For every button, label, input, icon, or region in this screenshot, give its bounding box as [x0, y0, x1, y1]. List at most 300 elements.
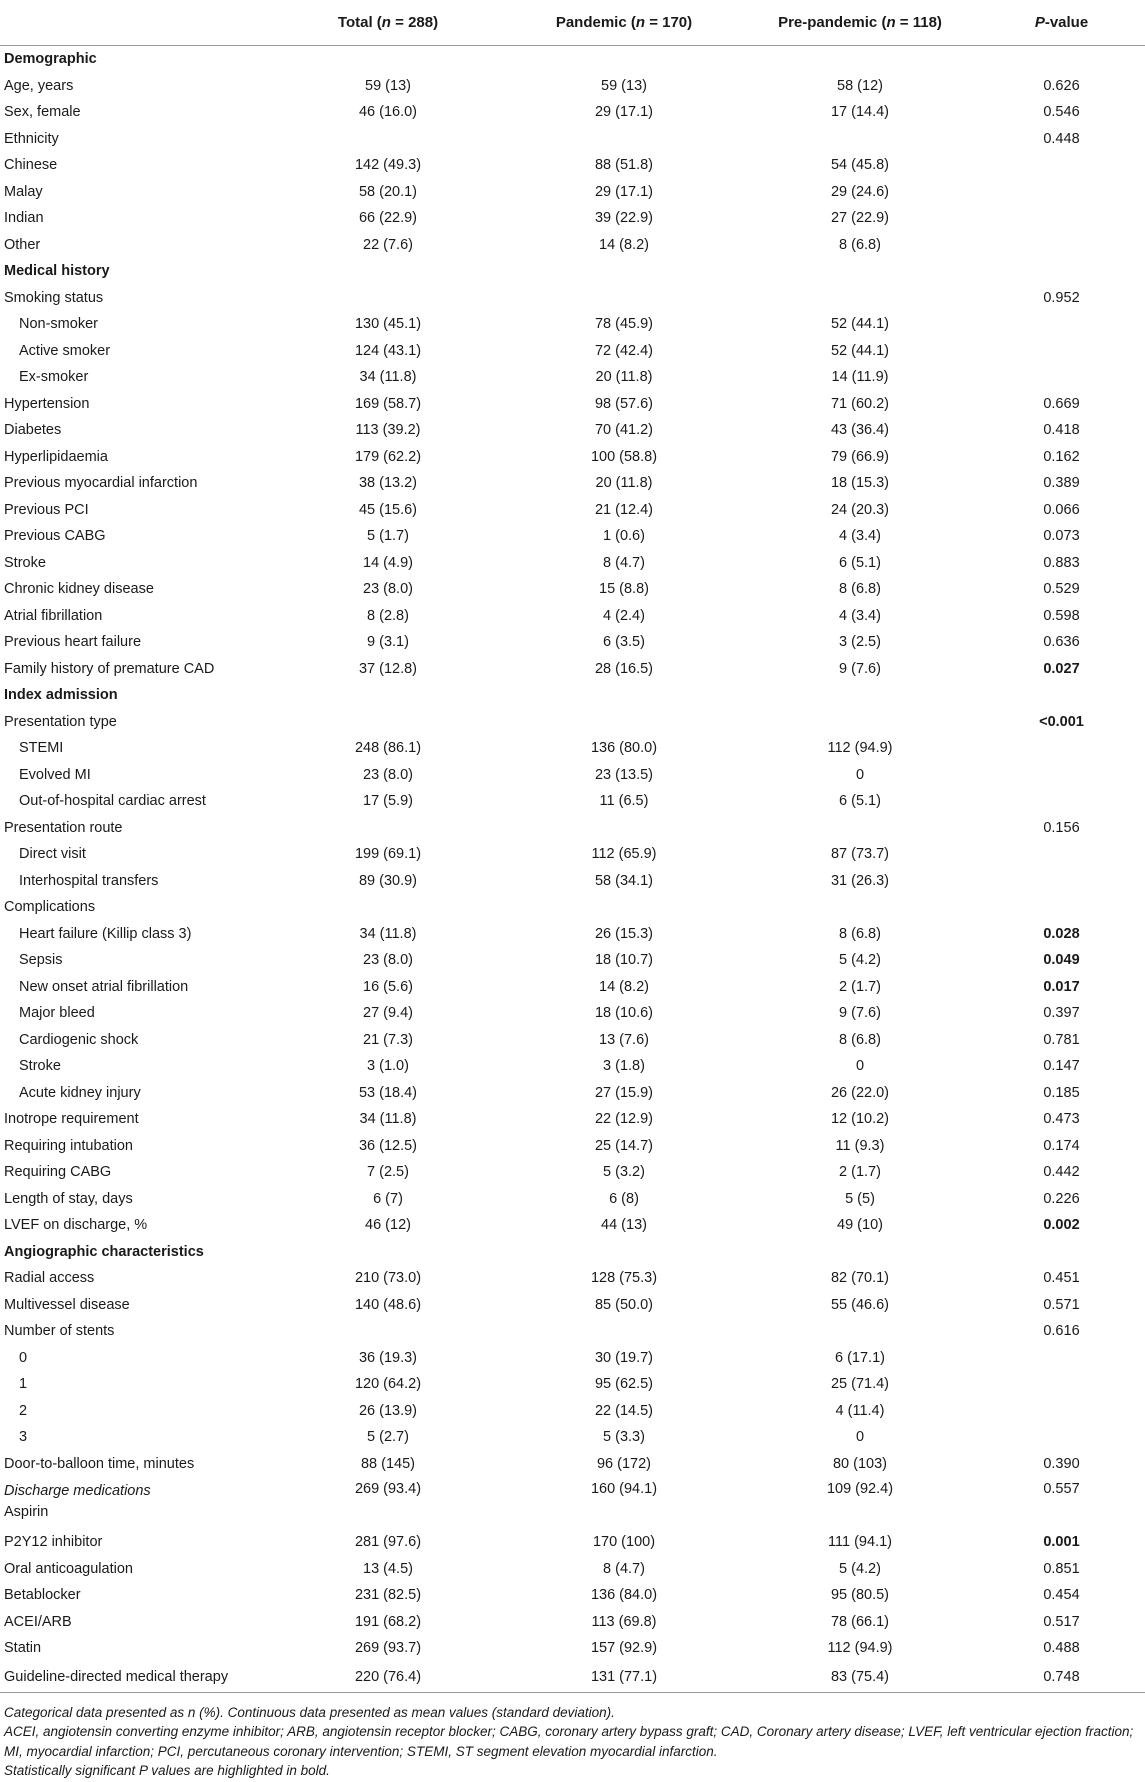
cell-pandemic: 8 (4.7) — [603, 554, 645, 571]
cell-pvalue: 0.557 — [1043, 1481, 1080, 1497]
row-label: Door-to-balloon time, minutes — [4, 1455, 195, 1472]
header-pandemic: Pandemic (n = 170) — [506, 0, 742, 46]
row-label: 1 — [19, 1376, 28, 1393]
table-row — [0, 1477, 1145, 1529]
cell-total — [270, 126, 506, 153]
row-label: Ethnicity — [4, 130, 59, 147]
row-label: P2Y12 inhibitor — [4, 1534, 103, 1551]
cell-pvalue: 0.397 — [1043, 1005, 1080, 1022]
cell-prepandemic — [742, 709, 978, 736]
cell-total: 23 (8.0) — [363, 766, 413, 783]
cell-pvalue: 0.066 — [1043, 501, 1080, 518]
cell-prepandemic: 4 (3.4) — [839, 528, 881, 545]
cell-pvalue: 0.147 — [1043, 1058, 1080, 1075]
row-label: Heart failure (Killip class 3) — [19, 925, 192, 942]
table-row — [0, 841, 1145, 868]
cell-pandemic — [506, 894, 742, 921]
cell-prepandemic: 24 (20.3) — [830, 501, 890, 518]
row-label: Evolved MI — [19, 766, 91, 783]
table-body — [0, 46, 1145, 1693]
cell-pandemic: 128 (75.3) — [590, 1270, 658, 1287]
cell-total: 5 (2.7) — [367, 1429, 409, 1446]
table-row — [0, 73, 1145, 100]
cell-pvalue: 0.529 — [1043, 581, 1080, 598]
cell-prepandemic: 83 (75.4) — [742, 1662, 978, 1693]
cell-pvalue: 0.571 — [1043, 1296, 1080, 1313]
row-label: Active smoker — [19, 342, 111, 359]
cell-prepandemic: 80 (103) — [832, 1455, 887, 1472]
cell-pandemic: 6 (3.5) — [603, 634, 645, 651]
cell-total: 22 (7.6) — [363, 236, 413, 253]
cell-total: 6 (7) — [373, 1190, 403, 1207]
cell-prepandemic: 18 (15.3) — [830, 475, 890, 492]
table-header — [0, 0, 1145, 46]
cell-pandemic: 30 (19.7) — [594, 1349, 654, 1366]
cell-prepandemic — [742, 815, 978, 842]
cell-total: 281 (97.6) — [354, 1534, 422, 1551]
cell-pvalue: 0.748 — [978, 1662, 1145, 1693]
cell-prepandemic: 112 (94.9) — [827, 740, 893, 757]
cell-prepandemic — [742, 126, 978, 153]
cell-prepandemic: 26 (22.0) — [830, 1084, 890, 1101]
cell-total: 199 (69.1) — [354, 846, 422, 863]
cell-prepandemic: 6 (5.1) — [839, 793, 881, 810]
row-label: Smoking status — [4, 289, 104, 306]
cell-pvalue: 0.162 — [1043, 448, 1080, 465]
cell-pandemic: 22 (12.9) — [594, 1111, 654, 1128]
cell-pvalue: 0.781 — [1043, 1031, 1080, 1048]
cell-prepandemic: 54 (45.8) — [830, 157, 890, 174]
row-label: Previous heart failure — [4, 634, 142, 651]
table-row — [0, 99, 1145, 126]
cell-total: 37 (12.8) — [358, 660, 418, 677]
cell-pandemic: 95 (62.5) — [594, 1376, 654, 1393]
table-row — [0, 1106, 1145, 1133]
table-row — [0, 1292, 1145, 1319]
cell-pandemic: 85 (50.0) — [594, 1296, 654, 1313]
row-label: Sex, female — [4, 104, 81, 121]
cell-pvalue — [978, 1398, 1145, 1425]
cell-pvalue: 0.616 — [1043, 1323, 1080, 1340]
cell-pandemic: 25 (14.7) — [594, 1137, 654, 1154]
cell-total: 248 (86.1) — [354, 740, 422, 757]
cell-pvalue: 0.390 — [1043, 1455, 1080, 1472]
cell-pandemic: 15 (8.8) — [599, 581, 649, 598]
cell-total: 34 (11.8) — [359, 925, 417, 942]
table-row — [0, 735, 1145, 762]
row-label: Acute kidney injury — [19, 1084, 141, 1101]
table-row — [0, 1529, 1145, 1556]
cell-pvalue: 0.073 — [1043, 528, 1080, 545]
cell-total: 26 (13.9) — [358, 1402, 418, 1419]
cell-prepandemic: 0 — [855, 1429, 865, 1446]
table-row — [0, 364, 1145, 391]
table-row — [0, 179, 1145, 206]
cell-prepandemic: 49 (10) — [837, 1217, 883, 1234]
row-label: Radial access — [4, 1270, 95, 1287]
cell-pandemic: 14 (8.2) — [599, 978, 649, 995]
cell-total: 179 (62.2) — [354, 448, 422, 465]
cell-total: 66 (22.9) — [358, 210, 418, 227]
cell-pandemic: 14 (8.2) — [599, 236, 649, 253]
cell-prepandemic: 31 (26.3) — [830, 872, 890, 889]
table-row — [0, 550, 1145, 577]
table-row — [0, 1027, 1145, 1054]
table-row — [0, 1212, 1145, 1239]
cell-pvalue: 0.517 — [1043, 1613, 1080, 1630]
row-label: Length of stay, days — [4, 1190, 133, 1207]
cell-prepandemic: 17 (14.4) — [830, 104, 890, 121]
cell-prepandemic: 5 (5) — [845, 1190, 875, 1207]
table-row — [0, 285, 1145, 312]
row-label: Stroke — [4, 554, 46, 571]
table-row — [0, 868, 1145, 895]
cell-pvalue — [978, 735, 1145, 762]
cell-pvalue: 0.418 — [1043, 422, 1080, 439]
cell-total: 140 (48.6) — [354, 1296, 422, 1313]
table-row — [0, 1398, 1145, 1425]
cell-prepandemic: 5 (4.2) — [839, 1560, 881, 1577]
cell-total: 23 (8.0) — [363, 581, 413, 598]
cell-pvalue: 0.451 — [1043, 1270, 1080, 1287]
row-label: 0 — [19, 1349, 28, 1366]
cell-pandemic: 131 (77.1) — [506, 1662, 742, 1693]
cell-pandemic: 21 (12.4) — [594, 501, 654, 518]
cell-prepandemic: 79 (66.9) — [830, 448, 890, 465]
cell-prepandemic: 6 (17.1) — [835, 1349, 885, 1366]
cell-pandemic: 22 (14.5) — [594, 1402, 654, 1419]
row-label: Chronic kidney disease — [4, 581, 154, 598]
cell-total — [270, 285, 506, 312]
table-row — [0, 1080, 1145, 1107]
table-row — [0, 470, 1145, 497]
cell-pandemic: 29 (17.1) — [594, 104, 654, 121]
cell-pvalue: 0.027 — [1043, 660, 1080, 677]
table-row — [0, 815, 1145, 842]
row-label: Number of stents — [4, 1323, 115, 1340]
cell-total: 191 (68.2) — [354, 1613, 422, 1630]
table-row — [0, 523, 1145, 550]
section-heading: Angiographic characteristics — [4, 1243, 204, 1260]
row-label: Interhospital transfers — [19, 872, 159, 889]
cell-prepandemic: 87 (73.7) — [830, 846, 890, 863]
section-heading: Medical history — [4, 263, 110, 280]
cell-prepandemic: 52 (44.1) — [830, 342, 890, 359]
cell-total: 59 (13) — [365, 77, 411, 94]
table-row — [0, 1000, 1145, 1027]
cell-pandemic: 112 (65.9) — [591, 846, 657, 863]
cell-pandemic: 39 (22.9) — [594, 210, 654, 227]
cell-total: 89 (30.9) — [358, 872, 418, 889]
cell-pvalue: 0.448 — [1043, 130, 1080, 147]
table-row — [0, 603, 1145, 630]
group-label: Discharge medications — [4, 1483, 151, 1499]
cell-prepandemic — [742, 894, 978, 921]
cell-pandemic: 4 (2.4) — [603, 607, 645, 624]
row-label: Non-smoker — [19, 316, 98, 333]
table-row — [0, 497, 1145, 524]
cell-pvalue — [978, 205, 1145, 232]
cell-pvalue — [978, 232, 1145, 259]
cell-total: 5 (1.7) — [367, 528, 409, 545]
cell-pvalue: 0.883 — [1043, 554, 1080, 571]
cell-total — [270, 1318, 506, 1345]
cell-total: 9 (3.1) — [367, 634, 409, 651]
row-label: Indian — [4, 210, 44, 227]
section-heading: Demographic — [4, 51, 97, 68]
row-label: Ex-smoker — [19, 369, 89, 386]
cell-prepandemic: 6 (5.1) — [839, 554, 881, 571]
row-label: STEMI — [19, 740, 64, 757]
cell-prepandemic: 95 (80.5) — [830, 1587, 890, 1604]
row-label: Previous myocardial infarction — [4, 475, 198, 492]
cell-prepandemic: 2 (1.7) — [839, 1164, 881, 1181]
cell-pvalue — [978, 1371, 1145, 1398]
row-label: Multivessel disease — [4, 1296, 130, 1313]
table-row — [0, 1662, 1145, 1693]
cell-pvalue: 0.473 — [1043, 1111, 1080, 1128]
row-label: Requiring CABG — [4, 1164, 112, 1181]
cell-total: 3 (1.0) — [367, 1058, 409, 1075]
cell-pandemic — [506, 285, 742, 312]
header-prepandemic: Pre-pandemic (n = 118) — [742, 0, 978, 46]
cell-total: 36 (19.3) — [358, 1349, 418, 1366]
cell-pandemic — [506, 1318, 742, 1345]
cell-pandemic: 29 (17.1) — [594, 183, 654, 200]
cell-pandemic: 170 (100) — [592, 1534, 656, 1551]
row-label: Other — [4, 236, 41, 253]
cell-pandemic: 8 (4.7) — [603, 1560, 645, 1577]
table-row — [0, 338, 1145, 365]
cell-prepandemic: 29 (24.6) — [830, 183, 890, 200]
footnote-abbreviations: ACEI, angiotensin converting enzyme inhibitor; ARB, angiotensin receptor blocker; CABG, coronary artery bypass graft; CAD, Coronary artery disease; LVEF, left ventricular ejection fraction; MI, myocardial infarction; PCI, percutaneous coronary intervention; STEMI, ST segment elevation myocardial infarction. — [4, 1724, 1134, 1759]
table-row — [0, 311, 1145, 338]
row-label: Direct visit — [19, 846, 86, 863]
cell-total: 142 (49.3) — [354, 157, 422, 174]
cell-pandemic: 11 (6.5) — [599, 793, 649, 810]
cell-pandemic: 1 (0.6) — [603, 528, 645, 545]
table-row — [0, 1424, 1145, 1451]
cell-prepandemic: 43 (36.4) — [830, 422, 890, 439]
row-label: Hyperlipidaemia — [4, 448, 108, 465]
cell-prepandemic: 12 (10.2) — [830, 1111, 890, 1128]
cell-pandemic: 96 (172) — [596, 1455, 651, 1472]
cell-pvalue — [978, 179, 1145, 206]
cell-pandemic: 157 (92.9) — [590, 1640, 658, 1657]
cell-prepandemic: 4 (11.4) — [835, 1402, 885, 1419]
cell-prepandemic: 8 (6.8) — [839, 581, 881, 598]
table-row — [0, 1133, 1145, 1160]
cell-pvalue: 0.598 — [1043, 607, 1080, 624]
cell-pandemic: 23 (13.5) — [594, 766, 654, 783]
table-row — [0, 205, 1145, 232]
table-row — [0, 576, 1145, 603]
cell-total: 124 (43.1) — [354, 342, 422, 359]
cell-total: 21 (7.3) — [363, 1031, 413, 1048]
cell-total: 38 (13.2) — [358, 475, 418, 492]
cell-pandemic: 27 (15.9) — [594, 1084, 654, 1101]
row-label: Complications — [4, 899, 96, 916]
cell-prepandemic: 9 (7.6) — [839, 1005, 881, 1022]
table-row — [0, 947, 1145, 974]
row-label: ACEI/ARB — [4, 1613, 72, 1630]
table-row — [0, 1609, 1145, 1636]
cell-pandemic: 72 (42.4) — [594, 342, 654, 359]
cell-prepandemic: 0 — [855, 766, 865, 783]
row-label: Previous PCI — [4, 501, 89, 518]
row-label: Statin — [4, 1640, 42, 1657]
cell-pvalue — [978, 841, 1145, 868]
cell-pvalue: 0.626 — [1043, 77, 1080, 94]
cell-pandemic: 20 (11.8) — [595, 369, 653, 386]
cell-total: 17 (5.9) — [363, 793, 413, 810]
cell-pvalue — [978, 1345, 1145, 1372]
table-footnotes — [0, 1693, 1145, 1781]
row-label: Major bleed — [19, 1005, 95, 1022]
row-label: 2 — [19, 1402, 28, 1419]
table-row — [0, 232, 1145, 259]
cell-pvalue: 0.017 — [1043, 978, 1080, 995]
cell-pvalue: 0.174 — [1043, 1137, 1080, 1154]
cell-pandemic: 98 (57.6) — [594, 395, 654, 412]
cell-pandemic: 5 (3.3) — [603, 1429, 645, 1446]
cell-prepandemic: 111 (94.1) — [828, 1534, 892, 1551]
section-row — [0, 258, 1145, 285]
cell-pvalue — [978, 152, 1145, 179]
cell-prepandemic: 8 (6.8) — [839, 1031, 881, 1048]
cell-total — [270, 815, 506, 842]
cell-total: 13 (4.5) — [363, 1560, 413, 1577]
cell-pandemic: 44 (13) — [601, 1217, 647, 1234]
table-row — [0, 444, 1145, 471]
row-label: 3 — [19, 1429, 28, 1446]
cell-pvalue: 0.049 — [1043, 952, 1080, 969]
cell-pandemic: 13 (7.6) — [599, 1031, 649, 1048]
header-row — [0, 0, 1145, 46]
cell-pvalue: 0.851 — [1043, 1560, 1080, 1577]
cell-pandemic: 113 (69.8) — [591, 1613, 657, 1630]
cell-total: 220 (76.4) — [270, 1662, 506, 1693]
cell-pvalue: 0.028 — [1043, 925, 1080, 942]
cell-pvalue: 0.002 — [1043, 1217, 1080, 1234]
row-label: Requiring intubation — [4, 1137, 133, 1154]
cell-pandemic — [506, 815, 742, 842]
cell-total: 14 (4.9) — [363, 554, 413, 571]
cell-pandemic: 28 (16.5) — [594, 660, 654, 677]
table-row — [0, 152, 1145, 179]
cell-prepandemic: 9 (7.6) — [839, 660, 881, 677]
cell-prepandemic: 112 (94.9) — [827, 1640, 893, 1657]
cell-pvalue: 0.952 — [1043, 289, 1080, 306]
table-row — [0, 1556, 1145, 1583]
cell-pandemic: 136 (84.0) — [590, 1587, 658, 1604]
row-label: Sepsis — [19, 952, 63, 969]
cell-pvalue: 0.226 — [1043, 1190, 1080, 1207]
cell-prepandemic: 58 (12) — [837, 77, 883, 94]
cell-pandemic: 70 (41.2) — [594, 422, 654, 439]
row-label: Malay — [4, 183, 43, 200]
row-label: Age, years — [4, 77, 74, 94]
cell-pvalue: 0.488 — [1043, 1640, 1080, 1657]
row-label: Cardiogenic shock — [19, 1031, 139, 1048]
table-row — [0, 1186, 1145, 1213]
cell-pandemic: 26 (15.3) — [594, 925, 654, 942]
row-label: Chinese — [4, 157, 58, 174]
cell-total: 269 (93.4) — [354, 1481, 422, 1497]
cell-pvalue — [978, 788, 1145, 815]
cell-pandemic: 6 (8) — [609, 1190, 639, 1207]
row-label: Oral anticoagulation — [4, 1560, 133, 1577]
cell-pandemic: 88 (51.8) — [594, 157, 654, 174]
cell-total: 269 (93.7) — [354, 1640, 422, 1657]
cell-prepandemic: 2 (1.7) — [839, 978, 881, 995]
table-row — [0, 921, 1145, 948]
table-row — [0, 974, 1145, 1001]
row-label: Presentation route — [4, 819, 123, 836]
cell-total: 45 (15.6) — [358, 501, 418, 518]
cell-prepandemic: 11 (9.3) — [835, 1137, 885, 1154]
section-heading: Index admission — [4, 687, 118, 704]
cell-prepandemic: 0 — [855, 1058, 865, 1075]
cell-prepandemic: 5 (4.2) — [839, 952, 881, 969]
cell-pvalue: 0.669 — [1043, 395, 1080, 412]
cell-pvalue — [978, 364, 1145, 391]
cell-pvalue: 0.389 — [1043, 475, 1080, 492]
cell-pandemic — [506, 126, 742, 153]
row-label: Atrial fibrillation — [4, 607, 103, 624]
cell-prepandemic — [742, 285, 978, 312]
row-label: Stroke — [19, 1058, 61, 1075]
table-row — [0, 126, 1145, 153]
section-row — [0, 46, 1145, 73]
section-row — [0, 1239, 1145, 1266]
cell-pvalue: 0.546 — [1043, 104, 1080, 121]
cell-total: 23 (8.0) — [363, 952, 413, 969]
cell-pandemic: 18 (10.6) — [594, 1005, 654, 1022]
cell-total: 231 (82.5) — [354, 1587, 422, 1604]
cell-pvalue — [978, 1424, 1145, 1451]
table-row — [0, 1582, 1145, 1609]
cell-total: 88 (145) — [360, 1455, 415, 1472]
table-row — [0, 762, 1145, 789]
cell-pvalue: 0.185 — [1043, 1084, 1080, 1101]
cell-prepandemic: 8 (6.8) — [839, 236, 881, 253]
table-row — [0, 656, 1145, 683]
cell-total: 16 (5.6) — [363, 978, 413, 995]
cell-total: 34 (11.8) — [359, 369, 417, 386]
footnote-significance: Statistically significant P values are highlighted in bold. — [4, 1763, 330, 1778]
row-label: Betablocker — [4, 1587, 81, 1604]
table-row — [0, 894, 1145, 921]
cell-total: 7 (2.5) — [367, 1164, 409, 1181]
table-row — [0, 629, 1145, 656]
table-row — [0, 417, 1145, 444]
row-label-text: Aspirin — [4, 1504, 49, 1520]
cell-pvalue — [978, 762, 1145, 789]
cell-prepandemic: 52 (44.1) — [830, 316, 890, 333]
cell-prepandemic — [742, 1318, 978, 1345]
cell-pandemic — [506, 709, 742, 736]
table-row — [0, 1318, 1145, 1345]
table-row — [0, 1371, 1145, 1398]
table-row — [0, 788, 1145, 815]
table-row — [0, 1265, 1145, 1292]
cell-total: 27 (9.4) — [363, 1005, 413, 1022]
cell-pandemic: 5 (3.2) — [603, 1164, 645, 1181]
row-label: Previous CABG — [4, 528, 106, 545]
row-label: Family history of premature CAD — [4, 660, 215, 677]
row-label — [0, 1477, 270, 1529]
